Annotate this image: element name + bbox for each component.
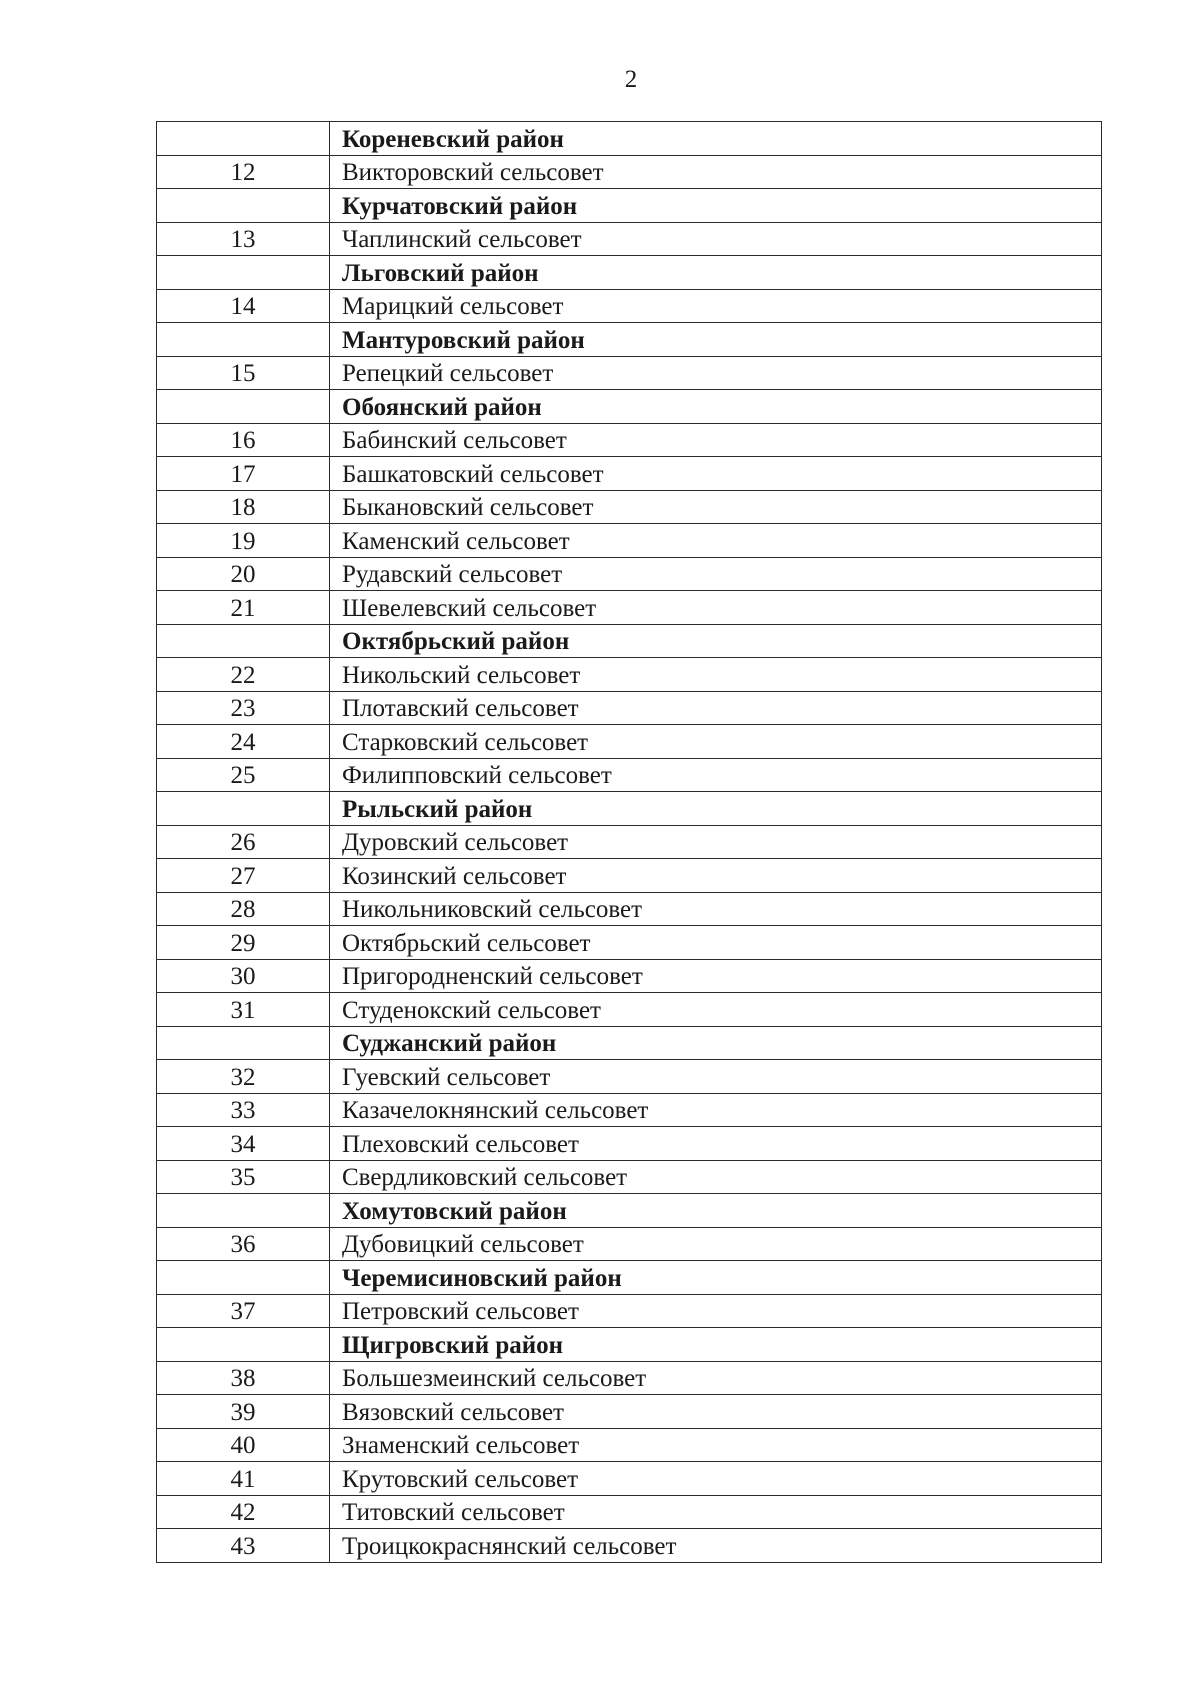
table-row — [157, 1529, 1102, 1563]
settlement-name-cell: Филипповский сельсовет — [330, 758, 1102, 792]
table-row — [157, 1361, 1102, 1395]
row-number-cell — [157, 390, 330, 424]
row-number-cell — [157, 256, 330, 290]
settlement-name-cell: Быкановский сельсовет — [330, 490, 1102, 524]
table-row — [157, 926, 1102, 960]
settlement-name-cell: Шевелевский сельсовет — [330, 591, 1102, 625]
district-header-row — [157, 390, 1102, 424]
settlement-name-cell: Бабинский сельсовет — [330, 423, 1102, 457]
district-name-cell: Щигровский район — [330, 1328, 1102, 1362]
settlement-name-cell: Пригородненский сельсовет — [330, 959, 1102, 993]
row-number-cell: 27 — [157, 859, 330, 893]
table-row — [157, 423, 1102, 457]
settlement-name-cell: Троицкокраснянский сельсовет — [330, 1529, 1102, 1563]
row-number-cell — [157, 1026, 330, 1060]
settlement-name-cell: Большезмеинский сельсовет — [330, 1361, 1102, 1395]
row-number-cell — [157, 624, 330, 658]
district-name-cell: Обоянский район — [330, 390, 1102, 424]
row-number-cell — [157, 1261, 330, 1295]
row-number-cell — [157, 323, 330, 357]
settlement-name-cell: Викторовский сельсовет — [330, 155, 1102, 189]
settlement-name-cell: Старковский сельсовет — [330, 725, 1102, 759]
settlement-name-cell: Знаменский сельсовет — [330, 1428, 1102, 1462]
row-number-cell: 22 — [157, 658, 330, 692]
settlement-name-cell: Титовский сельсовет — [330, 1495, 1102, 1529]
district-header-row — [157, 1261, 1102, 1295]
district-name-cell: Суджанский район — [330, 1026, 1102, 1060]
table-row — [157, 490, 1102, 524]
table-row — [157, 859, 1102, 893]
district-header-row — [157, 1328, 1102, 1362]
settlement-name-cell: Петровский сельсовет — [330, 1294, 1102, 1328]
row-number-cell: 23 — [157, 691, 330, 725]
settlement-name-cell: Крутовский сельсовет — [330, 1462, 1102, 1496]
row-number-cell: 33 — [157, 1093, 330, 1127]
table-row — [157, 222, 1102, 256]
table-row — [157, 155, 1102, 189]
row-number-cell: 40 — [157, 1428, 330, 1462]
table-row — [157, 1227, 1102, 1261]
page-number: 2 — [624, 66, 638, 93]
table-row — [157, 1462, 1102, 1496]
settlement-name-cell: Гуевский сельсовет — [330, 1060, 1102, 1094]
settlement-name-cell: Октябрьский сельсовет — [330, 926, 1102, 960]
table-row — [157, 758, 1102, 792]
district-name-cell: Хомутовский район — [330, 1194, 1102, 1228]
row-number-cell — [157, 1194, 330, 1228]
row-number-cell: 32 — [157, 1060, 330, 1094]
district-header-row — [157, 1026, 1102, 1060]
row-number-cell: 12 — [157, 155, 330, 189]
row-number-cell: 16 — [157, 423, 330, 457]
table-body — [157, 122, 1102, 1563]
table-row — [157, 1428, 1102, 1462]
row-number-cell — [157, 189, 330, 223]
row-number-cell: 34 — [157, 1127, 330, 1161]
row-number-cell: 43 — [157, 1529, 330, 1563]
district-header-row — [157, 189, 1102, 223]
row-number-cell: 26 — [157, 825, 330, 859]
settlement-name-cell: Плеховский сельсовет — [330, 1127, 1102, 1161]
table-row — [157, 691, 1102, 725]
settlement-name-cell: Марицкий сельсовет — [330, 289, 1102, 323]
row-number-cell: 42 — [157, 1495, 330, 1529]
table-row — [157, 591, 1102, 625]
row-number-cell: 19 — [157, 524, 330, 558]
district-header-row — [157, 323, 1102, 357]
district-name-cell: Октябрьский район — [330, 624, 1102, 658]
row-number-cell — [157, 792, 330, 826]
row-number-cell: 31 — [157, 993, 330, 1027]
district-name-cell: Черемисиновский район — [330, 1261, 1102, 1295]
district-header-row — [157, 792, 1102, 826]
settlement-name-cell: Козинский сельсовет — [330, 859, 1102, 893]
district-name-cell: Кореневский район — [330, 122, 1102, 156]
settlement-name-cell: Вязовский сельсовет — [330, 1395, 1102, 1429]
table-row — [157, 457, 1102, 491]
settlement-name-cell: Каменский сельсовет — [330, 524, 1102, 558]
row-number-cell: 25 — [157, 758, 330, 792]
table-row — [157, 1160, 1102, 1194]
settlement-name-cell: Студенокский сельсовет — [330, 993, 1102, 1027]
row-number-cell: 41 — [157, 1462, 330, 1496]
table-row — [157, 725, 1102, 759]
table-row — [157, 1294, 1102, 1328]
row-number-cell — [157, 122, 330, 156]
settlement-name-cell: Свердликовский сельсовет — [330, 1160, 1102, 1194]
table-row — [157, 892, 1102, 926]
district-name-cell: Курчатовский район — [330, 189, 1102, 223]
row-number-cell: 37 — [157, 1294, 330, 1328]
table-row — [157, 1495, 1102, 1529]
settlement-name-cell: Казачелокнянский сельсовет — [330, 1093, 1102, 1127]
row-number-cell: 14 — [157, 289, 330, 323]
district-name-cell: Рыльский район — [330, 792, 1102, 826]
settlement-name-cell: Рудавский сельсовет — [330, 557, 1102, 591]
row-number-cell: 18 — [157, 490, 330, 524]
row-number-cell: 15 — [157, 356, 330, 390]
row-number-cell: 13 — [157, 222, 330, 256]
settlement-name-cell: Никольский сельсовет — [330, 658, 1102, 692]
district-header-row — [157, 1194, 1102, 1228]
table-row — [157, 1060, 1102, 1094]
row-number-cell: 30 — [157, 959, 330, 993]
row-number-cell: 20 — [157, 557, 330, 591]
district-name-cell: Льговский район — [330, 256, 1102, 290]
row-number-cell: 39 — [157, 1395, 330, 1429]
table-row — [157, 1127, 1102, 1161]
table-row — [157, 356, 1102, 390]
row-number-cell: 29 — [157, 926, 330, 960]
settlement-name-cell: Дубовицкий сельсовет — [330, 1227, 1102, 1261]
table-row — [157, 524, 1102, 558]
row-number-cell: 28 — [157, 892, 330, 926]
table-row — [157, 825, 1102, 859]
table-row — [157, 1093, 1102, 1127]
table-row — [157, 1395, 1102, 1429]
table-row — [157, 557, 1102, 591]
district-header-row — [157, 256, 1102, 290]
settlements-table — [156, 121, 1102, 1563]
table-row — [157, 289, 1102, 323]
settlement-name-cell: Дуровский сельсовет — [330, 825, 1102, 859]
row-number-cell: 17 — [157, 457, 330, 491]
district-header-row — [157, 624, 1102, 658]
row-number-cell: 21 — [157, 591, 330, 625]
table-row — [157, 658, 1102, 692]
table-row — [157, 959, 1102, 993]
row-number-cell — [157, 1328, 330, 1362]
row-number-cell: 38 — [157, 1361, 330, 1395]
settlement-name-cell: Чаплинский сельсовет — [330, 222, 1102, 256]
row-number-cell: 35 — [157, 1160, 330, 1194]
district-header-row — [157, 122, 1102, 156]
settlement-name-cell: Никольниковский сельсовет — [330, 892, 1102, 926]
settlement-name-cell: Башкатовский сельсовет — [330, 457, 1102, 491]
table-row — [157, 993, 1102, 1027]
district-name-cell: Мантуровский район — [330, 323, 1102, 357]
row-number-cell: 24 — [157, 725, 330, 759]
settlement-name-cell: Репецкий сельсовет — [330, 356, 1102, 390]
row-number-cell: 36 — [157, 1227, 330, 1261]
settlement-name-cell: Плотавский сельсовет — [330, 691, 1102, 725]
